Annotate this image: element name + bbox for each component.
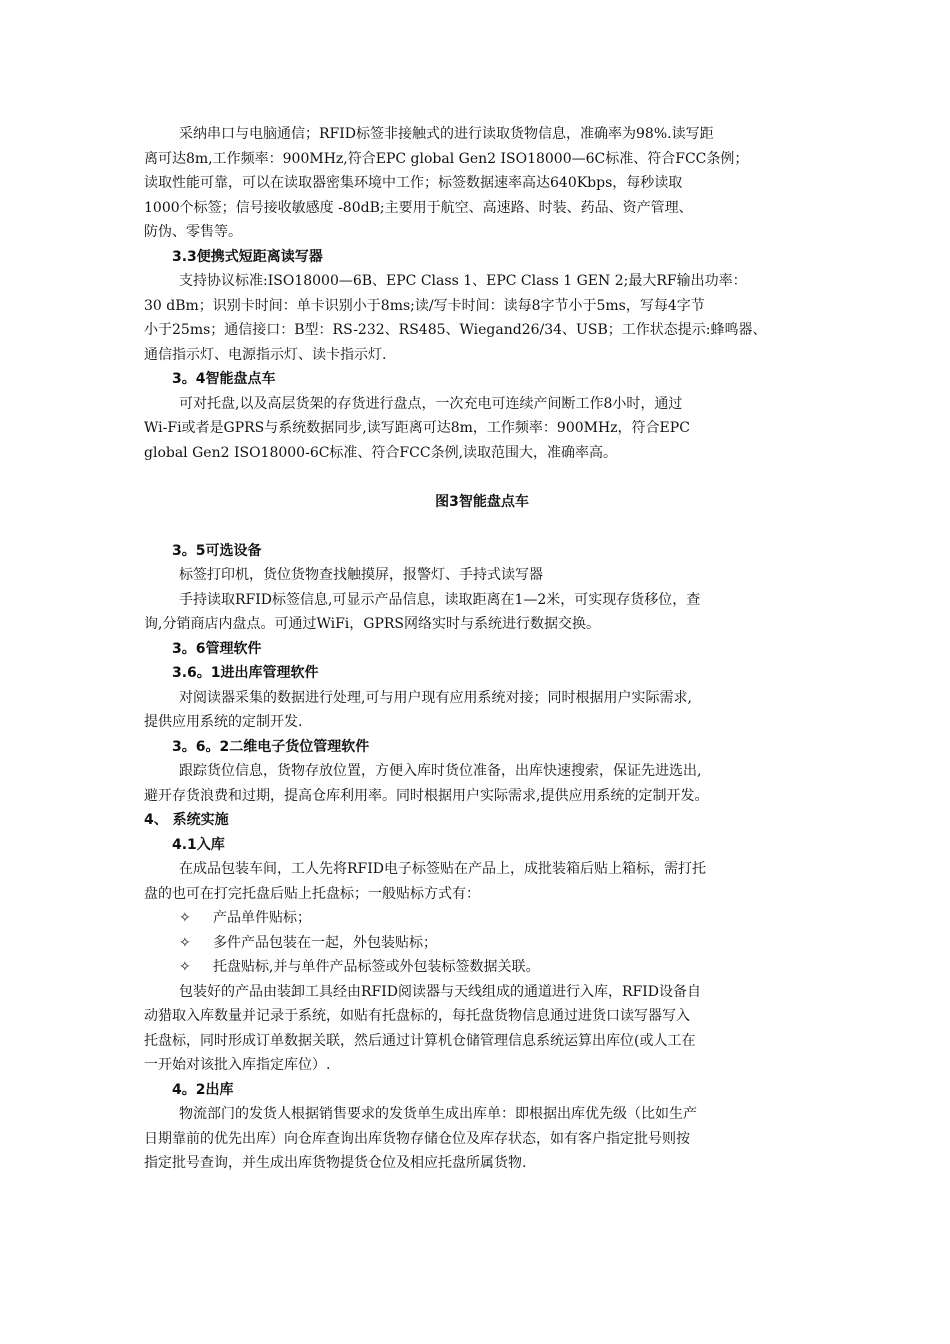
text-line: 支持协议标准:ISO18000—6B、EPC Class 1、EPC Class 1 GEN 2;最大RF输出功率： (179, 273, 747, 289)
spacer (144, 514, 820, 539)
text-line: 指定批号查询，并生成出库货物提货仓位及相应托盘所属货物. (144, 1155, 527, 1171)
section-heading-3-6-2: 3。6。2二维电子货位管理软件 (172, 738, 370, 755)
document-page (144, 122, 820, 1176)
text-line: 手持读取RFID标签信息,可显示产品信息，读取距离在1—2米，可实现存货移位，查 (179, 591, 701, 608)
paragraph-inventory-cart (144, 392, 820, 466)
text-line: 跟踪货位信息，货物存放位置，方便入库时货位准备，出库快速搜索，保证先进选出, (179, 763, 702, 779)
text-line: 通信指示灯、电源指示灯、读卡指示灯. (144, 346, 387, 363)
paragraph-location-software (144, 759, 820, 808)
bullet-list (144, 906, 820, 980)
text-line: 防伪、零售等。 (144, 224, 242, 240)
paragraph-handheld-reader (144, 588, 820, 637)
paragraph-rfid-inbound (144, 980, 820, 1078)
text-line: 读取性能可靠，可以在读取器密集环境中工作；标签数据速率高达640Kbps，每秒读取 (144, 175, 683, 191)
figure-caption: 图3智能盘点车 (435, 493, 529, 510)
section-heading-3-5: 3。5可选设备 (172, 542, 262, 559)
text-line: 物流部门的发货人根据销售要求的发货单生成出库单：即根据出库优先级（比如生产 (179, 1106, 697, 1122)
paragraph-inout-software (144, 686, 820, 735)
text-line: 盘的也可在打完托盘后贴上托盘标；一般贴标方式有： (144, 885, 480, 902)
text-line: 1000个标签；信号接收敏感度 -80dB;主要用于航空、高速路、时装、药品、资产管理、 (144, 199, 693, 216)
paragraph-portable-reader (144, 269, 820, 367)
text-line: 离可达8m,工作频率：900MHz,符合EPC global Gen2 ISO18000—6C标准、符合FCC条例； (144, 150, 749, 167)
paragraph-outbound (144, 1102, 820, 1176)
text-line: Wi-Fi或者是GPRS与系统数据同步,读写距离可达8m，工作频率：900MHz，符合EPC (144, 420, 690, 436)
text-line: 动猎取入库数量并记录于系统，如贴有托盘标的，每托盘货物信息通过进货口读写器写入 (144, 1008, 690, 1024)
text-line: 一开始对该批入库指定库位）. (144, 1057, 331, 1073)
list-item-text: 托盘贴标,并与单件产品标签或外包装标签数据关联。 (213, 959, 540, 975)
text-line: 小于25ms；通信接口：B型：RS-232、RS485、Wiegand26/34、USB；工作状态提示:蜂鸣器、 (144, 322, 767, 338)
text-line: 采纳串口与电脑通信；RFID标签非接触式的进行读取货物信息，准确率为98%.读写距 (179, 126, 714, 142)
paragraph-warehousing (144, 857, 820, 906)
text-line: 提供应用系统的定制开发. (144, 714, 303, 730)
text-line: 避开存货浪费和过期，提高仓库利用率。同时根据用户实际需求,提供应用系统的定制开发。 (144, 787, 709, 804)
text-line: 30 dBm；识别卡时间：单卡识别小于8ms;读/写卡时间：读每8字节小于5ms，写每4字节 (144, 297, 705, 314)
text-line: 标签打印机，货位货物查找触摸屏，报警灯、手持式读写器 (179, 567, 543, 583)
paragraph-reader-specs (144, 122, 820, 245)
list-item-text: 多件产品包装在一起，外包装贴标； (213, 934, 437, 951)
section-heading-4-1: 4.1入库 (172, 836, 225, 853)
list-item-text: 产品单件贴标； (213, 910, 311, 926)
diamond-bullet-icon: ✧ (179, 910, 191, 926)
section-heading-3-6: 3。6管理软件 (172, 640, 262, 657)
section-heading-3-6-1: 3.6。1进出库管理软件 (172, 665, 319, 681)
text-line: 在成品包装车间，工人先将RFID电子标签贴在产品上，成批装箱后贴上箱标，需打托 (179, 861, 707, 877)
diamond-bullet-icon: ✧ (179, 934, 191, 951)
text-line: 可对托盘,以及高层货架的存货进行盘点，一次充电可连续产间断工作8小时，通过 (179, 395, 683, 412)
diamond-bullet-icon: ✧ (179, 959, 191, 975)
list-item (144, 955, 820, 980)
text-line: 日期靠前的优先出库）向仓库查询出库货物存储仓位及库存状态，如有客户指定批号则按 (144, 1130, 690, 1147)
list-item (144, 931, 820, 956)
section-heading-4-2: 4。2出库 (172, 1081, 234, 1098)
text-line: 包装好的产品由装卸工具经由RFID阅读器与天线组成的通道进行入库，RFID设备自 (179, 983, 702, 1000)
section-heading-3-4: 3。4智能盘点车 (172, 371, 276, 387)
spacer (144, 465, 820, 490)
text-line: 对阅读器采集的数据进行处理,可与用户现有应用系统对接；同时根据用户实际需求, (179, 689, 692, 706)
text-line: global Gen2 ISO18000-6C标准、符合FCC条例,读取范围大，准确率高。 (144, 444, 618, 461)
text-line: 托盘标，同时形成订单数据关联，然后通过计算机仓储管理信息系统运算出库位(或人工在 (144, 1032, 696, 1049)
paragraph-optional-devices (144, 563, 820, 588)
text-line: 询,分销商店内盘点。可通过WiFi，GPRS网络实时与系统进行数据交换。 (144, 616, 600, 632)
section-heading-4: 4、 系统实施 (144, 812, 229, 828)
list-item (144, 906, 820, 931)
section-heading-3-3: 3.3便携式短距离读写器 (172, 248, 323, 265)
